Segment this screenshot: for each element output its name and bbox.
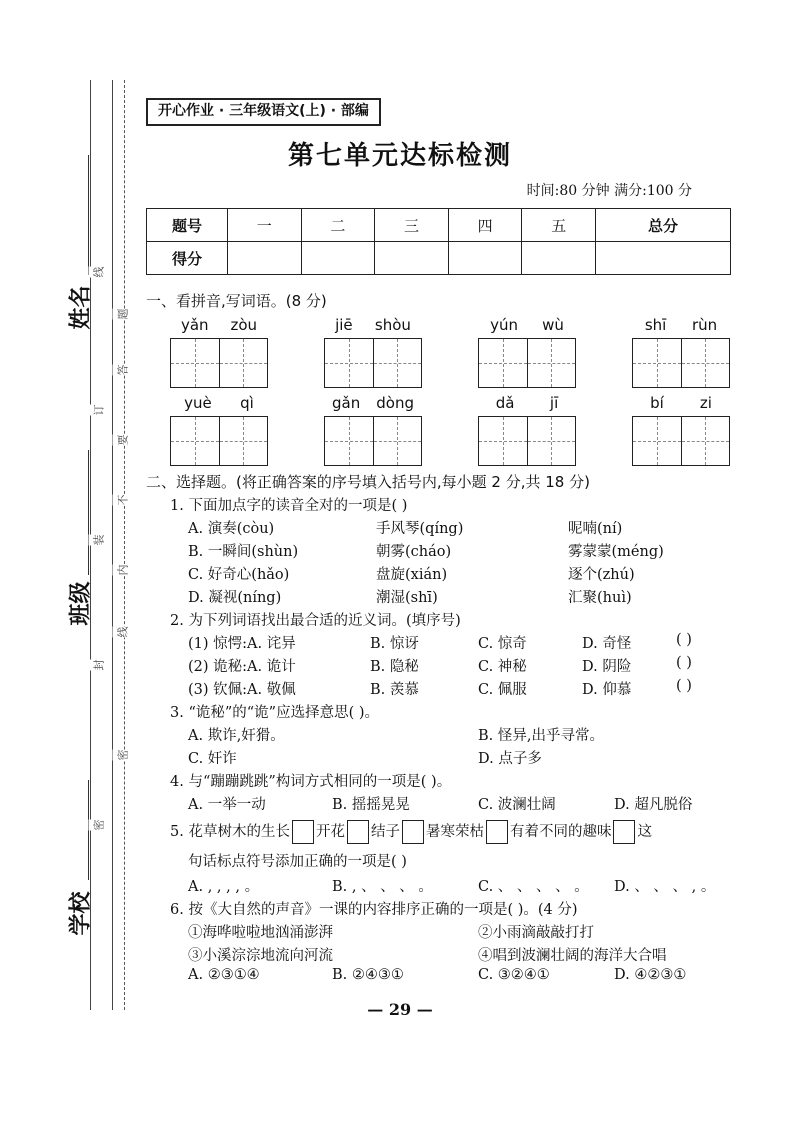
q6-option: C. ③②④① [478, 967, 550, 983]
class-label: 班级 [68, 581, 94, 626]
seal-dashed-line [124, 80, 125, 1010]
writing-grid[interactable] [478, 416, 576, 466]
q2-row-label: (1) 惊愕:A. 诧异 [188, 636, 296, 652]
score-header-cell: 一 [228, 209, 302, 242]
pinyin-syllable: zòu [230, 316, 258, 334]
pinyin-syllable: zi [699, 394, 712, 412]
score-header-cell: 五 [522, 209, 596, 242]
binding-line-inner [112, 80, 113, 1010]
q4-stem: 4. 与“蹦蹦跳跳”构词方式相同的一项是( )。 [170, 774, 452, 790]
pinyin-syllable: jī [549, 394, 559, 412]
q1-option: 手风琴(qíng) [376, 521, 464, 537]
q3-stem: 3. “诡秘”的“诡”应选择意思( )。 [170, 705, 380, 721]
q1-option: A. 演奏(còu) [188, 521, 275, 537]
writing-grid[interactable] [170, 338, 268, 388]
q2-row-label: (2) 诡秘:A. 诡计 [188, 659, 296, 675]
q5-stem [170, 820, 652, 844]
q1-option: 潮湿(shī) [376, 590, 438, 606]
q5-option: C. 、 、 、 、 。 [478, 879, 589, 895]
q4-option: D. 超凡脱俗 [614, 797, 693, 813]
seal-char: 线 [89, 267, 109, 278]
q3-option: B. 怪异,出乎寻常。 [478, 728, 604, 744]
pinyin-syllable: yún [490, 316, 518, 334]
q2-stem: 2. 为下列词语找出最合适的近义词。(填序号) [170, 613, 461, 629]
q2-option: D. 奇怪 [582, 636, 632, 652]
pinyin-group [170, 394, 268, 466]
q2-answer-blank[interactable]: ( ) [676, 655, 692, 671]
score-row-label: 得分 [147, 242, 228, 275]
q2-option: B. 羡慕 [370, 682, 419, 698]
score-header-cell: 二 [301, 209, 375, 242]
q1-stem: 1. 下面加点字的读音全对的一项是( ) [170, 498, 408, 514]
q1-option: B. 一瞬间(shùn) [188, 544, 299, 560]
q5-option: B. , 、 、 、 。 [332, 879, 433, 895]
pinyin-syllable: qì [240, 394, 254, 412]
score-input-cell[interactable] [301, 242, 375, 275]
q2-option: D. 阴险 [582, 659, 632, 675]
pinyin-syllable: rùn [691, 316, 718, 334]
q5-text: 有着不同的趣味 [509, 824, 612, 840]
score-header-cell: 题号 [147, 209, 228, 242]
pinyin-syllable: jiē [335, 316, 353, 334]
q3-option: C. 奸诈 [188, 751, 237, 767]
score-input-cell[interactable] [375, 242, 449, 275]
score-header-cell: 三 [375, 209, 449, 242]
seal-char: 答 [113, 365, 133, 376]
writing-grid[interactable] [170, 416, 268, 466]
score-header-cell: 四 [448, 209, 522, 242]
q2-answer-blank[interactable]: ( ) [676, 632, 692, 648]
q2-option: C. 惊奇 [478, 636, 527, 652]
pinyin-syllable: shòu [374, 316, 411, 334]
writing-grid[interactable] [324, 338, 422, 388]
time-info: 时间:80 分钟 满分:100 分 [526, 183, 692, 199]
page-number: — 29 — [367, 1000, 433, 1019]
q2-option: C. 佩服 [478, 682, 527, 698]
seal-char: 密 [89, 820, 109, 831]
q3-option: D. 点子多 [478, 751, 542, 767]
punct-box[interactable] [347, 820, 369, 844]
q4-option: B. 摇摇晃晃 [332, 797, 410, 813]
pinyin-syllable: dǎ [495, 394, 515, 412]
q2-option: C. 神秘 [478, 659, 527, 675]
pinyin-group [478, 394, 576, 466]
q3-option: A. 欺诈,奸猾。 [188, 728, 285, 744]
q6-option: A. ②③①④ [188, 967, 260, 983]
school-label: 学校 [68, 891, 94, 936]
seal-char: 封 [89, 660, 109, 671]
writing-grid[interactable] [632, 416, 730, 466]
pinyin-group [632, 394, 730, 466]
q6-stem: 6. 按《大自然的声音》一课的内容排序正确的一项是( )。(4 分) [170, 902, 578, 918]
q6-item: ②小雨滴敲敲打打 [478, 925, 594, 941]
pinyin-group [632, 316, 730, 388]
pinyin-group [170, 316, 268, 388]
q1-option: C. 好奇心(hǎo) [188, 567, 290, 583]
score-table [146, 208, 731, 275]
score-input-cell[interactable] [228, 242, 302, 275]
score-input-cell[interactable] [522, 242, 596, 275]
q4-option: C. 波澜壮阔 [478, 797, 556, 813]
q5-text: 结子 [370, 824, 400, 840]
q1-option: 盘旋(xián) [376, 567, 448, 583]
seal-char: 密 [113, 750, 133, 761]
pinyin-syllable: bí [650, 394, 664, 412]
score-input-cell[interactable] [448, 242, 522, 275]
q5-option: D. 、 、 、 , 。 [614, 879, 716, 895]
name-underline [88, 155, 89, 275]
q2-option: B. 惊讶 [370, 636, 419, 652]
q6-item: ③小溪淙淙地流向河流 [188, 948, 333, 964]
q2-row-label: (3) 钦佩:A. 敬佩 [188, 682, 296, 698]
score-table-score-row [147, 242, 731, 275]
pinyin-syllable: wù [542, 316, 564, 334]
q6-item: ④唱到波澜壮阔的海洋大合唱 [478, 948, 667, 964]
q2-option: D. 仰慕 [582, 682, 632, 698]
section2-heading: 二、选择题。(将正确答案的序号填入括号内,每小题 2 分,共 18 分) [146, 473, 590, 491]
seal-char: 不 [113, 495, 133, 506]
writing-grid[interactable] [632, 338, 730, 388]
q1-option: 汇聚(huì) [568, 590, 632, 606]
section1-heading: 一、看拼音,写词语。(8 分) [146, 292, 327, 310]
q2-answer-blank[interactable]: ( ) [676, 678, 692, 694]
q6-item: ①海哗啦啦地汹涌澎湃 [188, 925, 333, 941]
page-title: 第七单元达标检测 [287, 141, 512, 171]
class-underline [88, 450, 89, 575]
q1-option: 逐个(zhú) [568, 567, 635, 583]
writing-grid[interactable] [478, 338, 576, 388]
q6-option: B. ②④③① [332, 967, 404, 983]
q1-option: 雾蒙蒙(méng) [568, 544, 664, 560]
pinyin-group [324, 316, 422, 388]
punct-box[interactable] [613, 820, 635, 844]
pinyin-syllable: dòng [376, 394, 414, 412]
q1-option: 朝雾(cháo) [376, 544, 452, 560]
score-table-header-row [147, 209, 731, 242]
writing-grid[interactable] [324, 416, 422, 466]
punct-box[interactable] [486, 820, 508, 844]
seal-char: 订 [89, 405, 109, 416]
q5-option: A. , , , , 。 [188, 879, 260, 895]
score-header-cell: 总分 [596, 209, 731, 242]
q5-text: 暑寒荣枯 [425, 824, 484, 840]
score-input-cell[interactable] [596, 242, 731, 275]
name-label: 姓名 [68, 285, 94, 330]
pinyin-syllable: shī [644, 316, 667, 334]
punct-box[interactable] [402, 820, 424, 844]
q5-line2: 句话标点符号添加正确的一项是( ) [188, 854, 407, 870]
seal-char: 题 [113, 309, 133, 320]
q5-text: 5. 花草树木的生长 [170, 824, 290, 840]
pinyin-group [478, 316, 576, 388]
pinyin-group [324, 394, 422, 466]
pinyin-syllable: yǎn [180, 316, 209, 334]
punct-box[interactable] [292, 820, 314, 844]
pinyin-syllable: gǎn [332, 394, 361, 412]
q1-option: D. 凝视(níng) [188, 590, 282, 606]
pinyin-syllable: yuè [184, 394, 212, 412]
q5-text: 这 [637, 824, 652, 840]
q5-text: 开花 [315, 824, 345, 840]
q1-option: 呢喃(ní) [568, 521, 623, 537]
seal-char: 线 [113, 627, 133, 638]
seal-char: 要 [113, 435, 133, 446]
seal-char: 内 [113, 565, 133, 576]
q6-option: D. ④②③① [614, 967, 687, 983]
seal-char: 装 [89, 535, 109, 546]
q2-option: B. 隐秘 [370, 659, 419, 675]
series-tag: 开心作业 · 三年级语文(上) · 部编 [146, 98, 381, 126]
q4-option: A. 一举一动 [188, 797, 266, 813]
